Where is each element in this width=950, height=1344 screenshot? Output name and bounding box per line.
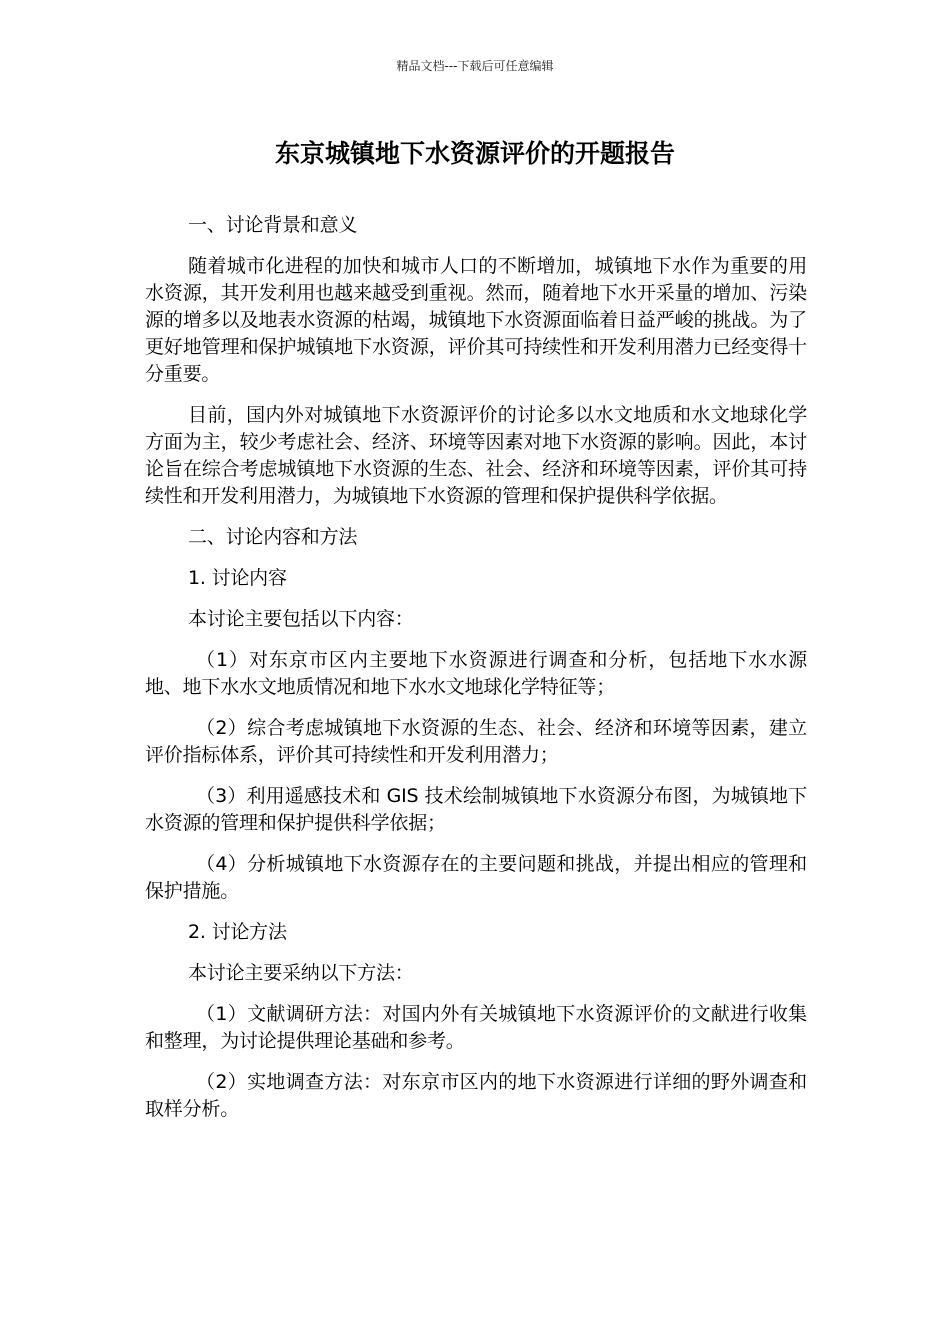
section-heading-background: 一、讨论背景和意义 — [188, 214, 358, 236]
section-heading-content-methods: 二、讨论内容和方法 — [188, 526, 358, 548]
header-note: 精品文档---下载后可任意编辑 — [396, 59, 554, 73]
list-item-method-2: （2）实地调查方法：对东京市区内的地下水资源进行详细的野外调查和取样分析。 — [145, 1071, 807, 1120]
subheading-methods: 2. 讨论方法 — [188, 921, 287, 943]
paragraph-background-1: 随着城市化进程的加快和城市人口的不断增加，城镇地下水作为重要的用水资源，其开发利用也越来越受到重视。然而，随着地下水开采量的增加、污染源的增多以及地表水资源的枯竭，城镇地下水资源面临着日益严峻的挑战。为了更好地管理和保护城镇地下水资源，评价其可持续性和开发利用潜力已经变得十分重要。 — [145, 255, 807, 385]
list-item-content-2: （2）综合考虑城镇地下水资源的生态、社会、经济和环境等因素，建立评价指标体系，评价其可持续性和开发利用潜力； — [145, 717, 807, 766]
paragraph-content-intro: 本讨论主要包括以下内容： — [188, 608, 414, 630]
document-body — [145, 212, 807, 1137]
list-item-content-3: （3）利用遥感技术和 GIS 技术绘制城镇地下水资源分布图，为城镇地下水资源的管理和保护提供科学依据； — [145, 785, 807, 834]
paragraph-background-2: 目前，国内外对城镇地下水资源评价的讨论多以水文地质和水文地球化学方面为主，较少考虑社会、经济、环境等因素对地下水资源的影响。因此，本讨论旨在综合考虑城镇地下水资源的生态、社会、经济和环境等因素，评价其可持续性和开发利用潜力，为城镇地下水资源的管理和保护提供科学依据。 — [145, 404, 807, 507]
paragraph-methods-intro: 本讨论主要采纳以下方法： — [188, 962, 414, 984]
list-item-content-4: （4）分析城镇地下水资源存在的主要问题和挑战，并提出相应的管理和保护措施。 — [145, 853, 807, 902]
list-item-method-1: （1）文献调研方法：对国内外有关城镇地下水资源评价的文献进行收集和整理，为讨论提供理论基础和参考。 — [145, 1003, 807, 1052]
document-title: 东京城镇地下水资源评价的开题报告 — [274, 139, 675, 168]
list-item-content-1: （1）对东京市区内主要地下水资源进行调查和分析，包括地下水水源地、地下水水文地质情况和地下水水文地球化学特征等； — [145, 649, 807, 698]
subheading-content: 1. 讨论内容 — [188, 567, 287, 589]
